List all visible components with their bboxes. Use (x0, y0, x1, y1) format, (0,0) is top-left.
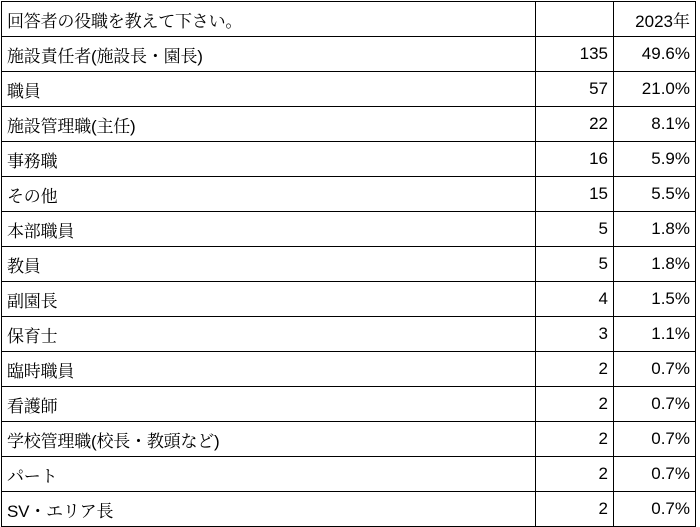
row-count: 4 (536, 282, 614, 317)
row-label: 本部職員 (2, 212, 536, 247)
row-label: 看護師 (2, 387, 536, 422)
table-row (2, 72, 696, 107)
table-row (2, 492, 696, 527)
row-label: SV・エリア長 (2, 492, 536, 527)
row-count: 2 (536, 457, 614, 492)
row-percent: 0.7% (614, 422, 696, 457)
row-count: 2 (536, 352, 614, 387)
row-count: 135 (536, 37, 614, 72)
row-percent: 0.7% (614, 492, 696, 527)
row-count: 5 (536, 247, 614, 282)
table-row (2, 107, 696, 142)
row-percent: 0.7% (614, 387, 696, 422)
row-label: 職員 (2, 72, 536, 107)
survey-table-container (0, 1, 700, 527)
table-row (2, 282, 696, 317)
row-label: その他 (2, 177, 536, 212)
table-header (2, 2, 696, 37)
table-row (2, 177, 696, 212)
table-row (2, 422, 696, 457)
row-count: 15 (536, 177, 614, 212)
row-label: 保育士 (2, 317, 536, 352)
row-label: 教員 (2, 247, 536, 282)
row-count: 5 (536, 212, 614, 247)
row-label: 事務職 (2, 142, 536, 177)
row-count: 57 (536, 72, 614, 107)
row-percent: 21.0% (614, 72, 696, 107)
row-count: 2 (536, 492, 614, 527)
row-percent: 0.7% (614, 457, 696, 492)
table-row (2, 37, 696, 72)
row-label: 臨時職員 (2, 352, 536, 387)
table-row (2, 247, 696, 282)
row-percent: 1.1% (614, 317, 696, 352)
table-row (2, 212, 696, 247)
row-count: 3 (536, 317, 614, 352)
row-percent: 1.5% (614, 282, 696, 317)
row-label: パート (2, 457, 536, 492)
table-row (2, 352, 696, 387)
table-row (2, 387, 696, 422)
row-label: 副園長 (2, 282, 536, 317)
year-header: 2023年 (614, 2, 696, 37)
table-row (2, 142, 696, 177)
row-percent: 1.8% (614, 212, 696, 247)
table-row (2, 457, 696, 492)
table-header-row (2, 2, 696, 37)
row-count: 16 (536, 142, 614, 177)
row-percent: 49.6% (614, 37, 696, 72)
row-label: 学校管理職(校長・教頭など) (2, 422, 536, 457)
row-percent: 5.5% (614, 177, 696, 212)
row-percent: 1.8% (614, 247, 696, 282)
row-count: 22 (536, 107, 614, 142)
row-percent: 8.1% (614, 107, 696, 142)
row-label: 施設管理職(主任) (2, 107, 536, 142)
row-count: 2 (536, 387, 614, 422)
row-count: 2 (536, 422, 614, 457)
row-label: 施設責任者(施設長・園長) (2, 37, 536, 72)
question-header: 回答者の役職を教えて下さい。 (2, 2, 536, 37)
count-header (536, 2, 614, 37)
row-percent: 5.9% (614, 142, 696, 177)
table-body (2, 37, 696, 527)
row-percent: 0.7% (614, 352, 696, 387)
survey-results-table (1, 1, 696, 527)
table-row (2, 317, 696, 352)
